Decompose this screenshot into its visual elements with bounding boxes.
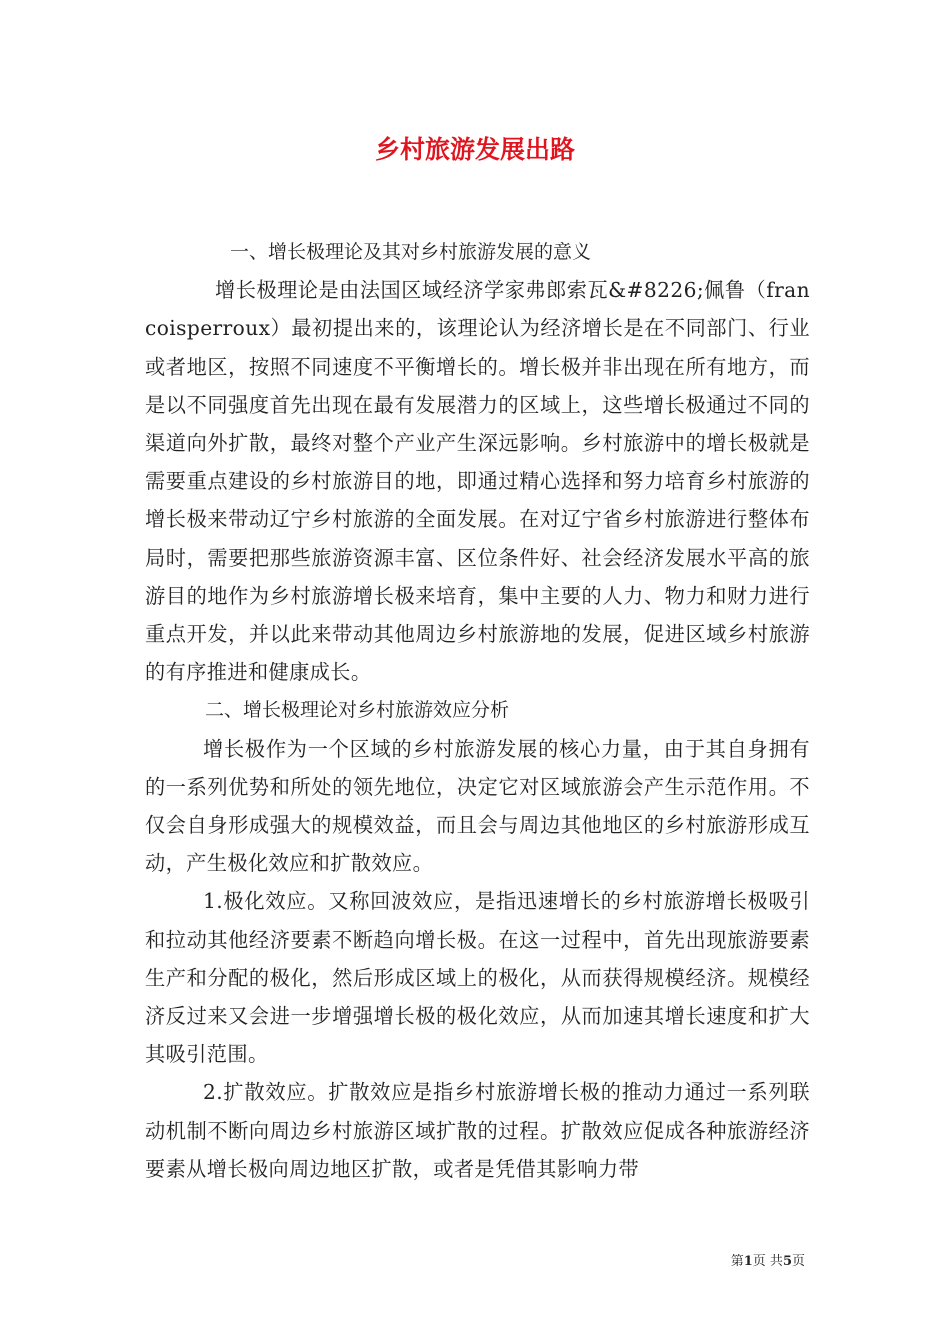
body-paragraph: 1.极化效应。又称回波效应，是指迅速增长的乡村旅游增长极吸引和拉动其他经济要素不断趋向增长极。在这一过程中，首先出现旅游要素生产和分配的极化，然后形成区域上的极化，从而获得规模经济。规模经济反过来又会进一步增强增长极的极化效应，从而加速其增长速度和扩大其吸引范围。 [145,889,810,1067]
current-page-number: 1 [743,1254,753,1269]
footer-prefix: 第 [730,1254,744,1269]
body-paragraph: 增长极作为一个区域的乡村旅游发展的核心力量，由于其自身拥有的一系列优势和所处的领先地位，决定它对区域旅游会产生示范作用。不仅会自身形成强大的规模效益，而且会与周边其他地区的乡村旅游形成互动，产生极化效应和扩散效应。 [145,736,810,876]
section-heading: 一、增长极理论及其对乡村旅游发展的意义 [230,241,592,263]
total-pages-number: 5 [782,1254,792,1269]
footer-middle: 页 共 [752,1254,783,1269]
body-paragraph: 增长极理论是由法国区域经济学家弗郎索瓦&#8226;佩鲁（francoisperroux）最初提出来的，该理论认为经济增长是在不同部门、行业或者地区，按照不同速度不平衡增长的。增长极并非出现在所有地方，而是以不同强度首先出现在最有发展潜力的区域上，这些增长极通过不同的渠道向外扩散，最终对整个产业产生深远影响。乡村旅游中的增长极就是需要重点建设的乡村旅游目的地，即通过精心选择和努力培育乡村旅游的增长极来带动辽宁乡村旅游的全面发展。在对辽宁省乡村旅游进行整体布局时，需要把那些旅游资源丰富、区位条件好、社会经济发展水平高的旅游目的地作为乡村旅游增长极来培育，集中主要的人力、物力和财力进行重点开发，并以此来带动其他周边乡村旅游地的发展，促进区域乡村旅游的有序推进和健康成长。 [145,278,810,685]
page-number-footer [731,1250,805,1269]
body-paragraph: 2.扩散效应。扩散效应是指乡村旅游增长极的推动力通过一系列联动机制不断向周边乡村旅游区域扩散的过程。扩散效应促成各种旅游经济要素从增长极向周边地区扩散，或者是凭借其影响力带 [145,1080,810,1181]
section-heading: 二、增长极理论对乡村旅游效应分析 [205,699,510,722]
document-body [145,233,810,1188]
document-title: 乡村旅游发展出路 [374,135,575,164]
footer-suffix: 页 [791,1254,805,1269]
